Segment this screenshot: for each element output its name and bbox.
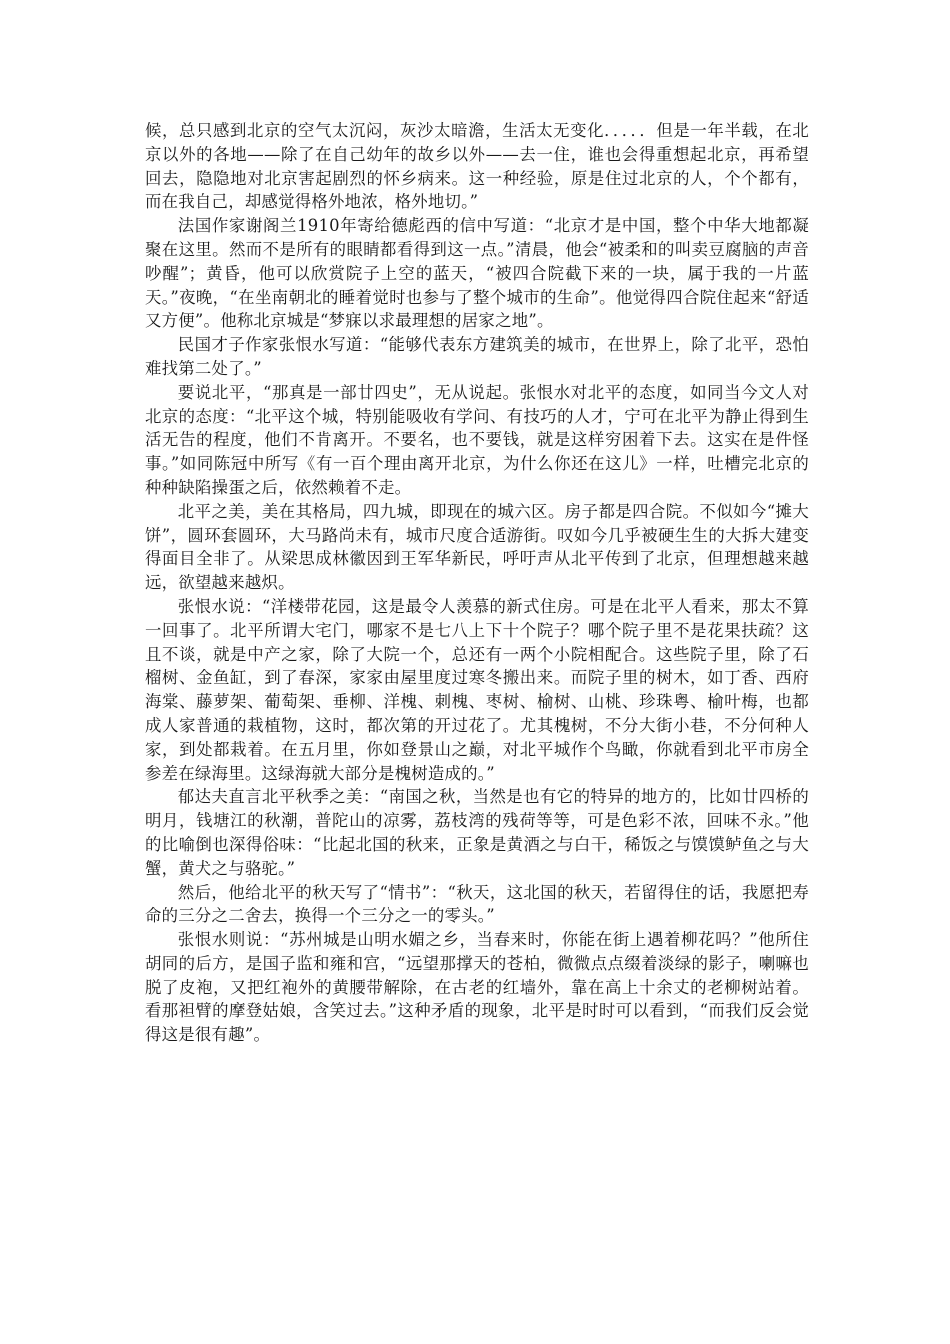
paragraph-6: 张恨水说：“洋楼带花园，这是最令人羡慕的新式住房。可是在北平人看来，那太不算一回事了。北平所谓大宅门，哪家不是七八上下十个院子？哪个院子里不是花果扶疏？这且不谈，就是中产之家，除了大院一个，总还有一两个小院相配合。这些院子里，除了石榴树、金鱼缸，到了春深，家家由屋里度过寒冬搬出来。而院子里的树木，如丁香、西府海棠、藤萝架、葡萄架、垂柳、洋槐、刺槐、枣树、榆树、山桃、珍珠粤、榆叶梅，也都成人家普通的栽植物，这时，都次第的开过花了。尤其槐树，不分大街小巷，不分何种人家，到处都栽着。在五月里，你如登景山之巅，对北平城作个鸟瞰，你就看到北平市房全参差在绿海里。这绿海就大部分是槐树造成的。” [145,596,809,783]
paragraph-3: 民国才子作家张恨水写道：“能够代表东方建筑美的城市，在世界上，除了北平，恐怕难找第二处了。” [145,335,809,378]
paragraph-1: 候，总只感到北京的空气太沉闷，灰沙太暗澹，生活太无变化．．．．．但是一年半载，在北京以外的各地——除了在自己幼年的故乡以外——去一住，谁也会得重想起北京，再希望回去，隐隐地对北京害起剧烈的怀乡病来。这一种经验，原是住过北京的人，个个都有，而在我自己，却感觉得格外地浓，格外地切。” [145,121,809,212]
article-body [145,119,809,1047]
paragraph-8: 然后，他给北平的秋天写了“情书”：“秋天，这北国的秋天，若留得住的话，我愿把寿命的三分之二舍去，换得一个三分之一的零头。” [145,882,809,926]
paragraph-4: 要说北平，“那真是一部廿四史”，无从说起。张恨水对北平的态度，如同当今文人对北京的态度：“北平这个城，特别能吸收有学问、有技巧的人才，宁可在北平为静止得到生活无告的程度，他们不肯离开。不要名，也不要钱，就是这样穷困着下去。这实在是件怪事。”如同陈冠中所写《有一百个理由离开北京，为什么你还在这儿》一样，吐槽完北京的种种缺陷操蛋之后，依然赖着不走。 [145,382,809,497]
paragraph-5: 北平之美，美在其格局，四九城，即现在的城六区。房子都是四合院。不似如今“摊大饼”，圆环套圆环，大马路尚未有，城市尺度合适游街。叹如今几乎被硬生生的大拆大建变得面目全非了。从梁思成林徽因到王军华新民，呼吁声从北平传到了北京，但理想越来越远，欲望越来越炽。 [145,501,809,593]
paragraph-7: 郁达夫直言北平秋季之美：“南国之秋，当然是也有它的特异的地方的，比如廿四桥的明月，钱塘江的秋潮，普陀山的凉雾，荔枝湾的残荷等等，可是色彩不浓，回味不永。”他的比喻倒也深得俗味：“比起北国的秋来，正象是黄酒之与白干，稀饭之与馍馍鲈鱼之与大蟹，黄犬之与骆驼。” [145,787,809,878]
paragraph-9: 张恨水则说：“苏州城是山明水媚之乡，当春来时，你能在街上遇着柳花吗？”他所住胡同的后方，是国子监和雍和宫，“远望那撑天的苍柏，微微点点缀着淡绿的影子，喇嘛也脱了皮袍，又把红袍外的黄腰带解除，在古老的红墙外，靠在高上十余丈的老柳树站着。看那袒臂的摩登姑娘，含笑过去。”这种矛盾的现象，北平是时时可以看到，“而我们反会觉得这是很有趣”。 [145,930,809,1045]
paragraph-2: 法国作家谢阁兰1910年寄给德彪西的信中写道：“北京才是中国，整个中华大地都凝聚在这里。然而不是所有的眼睛都看得到这一点。”清晨，他会“被柔和的叫卖豆腐脑的声音吵醒”；黄昏，他可以欣赏院子上空的蓝天，“被四合院截下来的一块，属于我的一片蓝天。”夜晚，“在坐南朝北的睡着觉时也参与了整个城市的生命”。他觉得四合院住起来“舒适又方便”。他称北京城是“梦寐以求最理想的居家之地”。 [145,216,809,331]
